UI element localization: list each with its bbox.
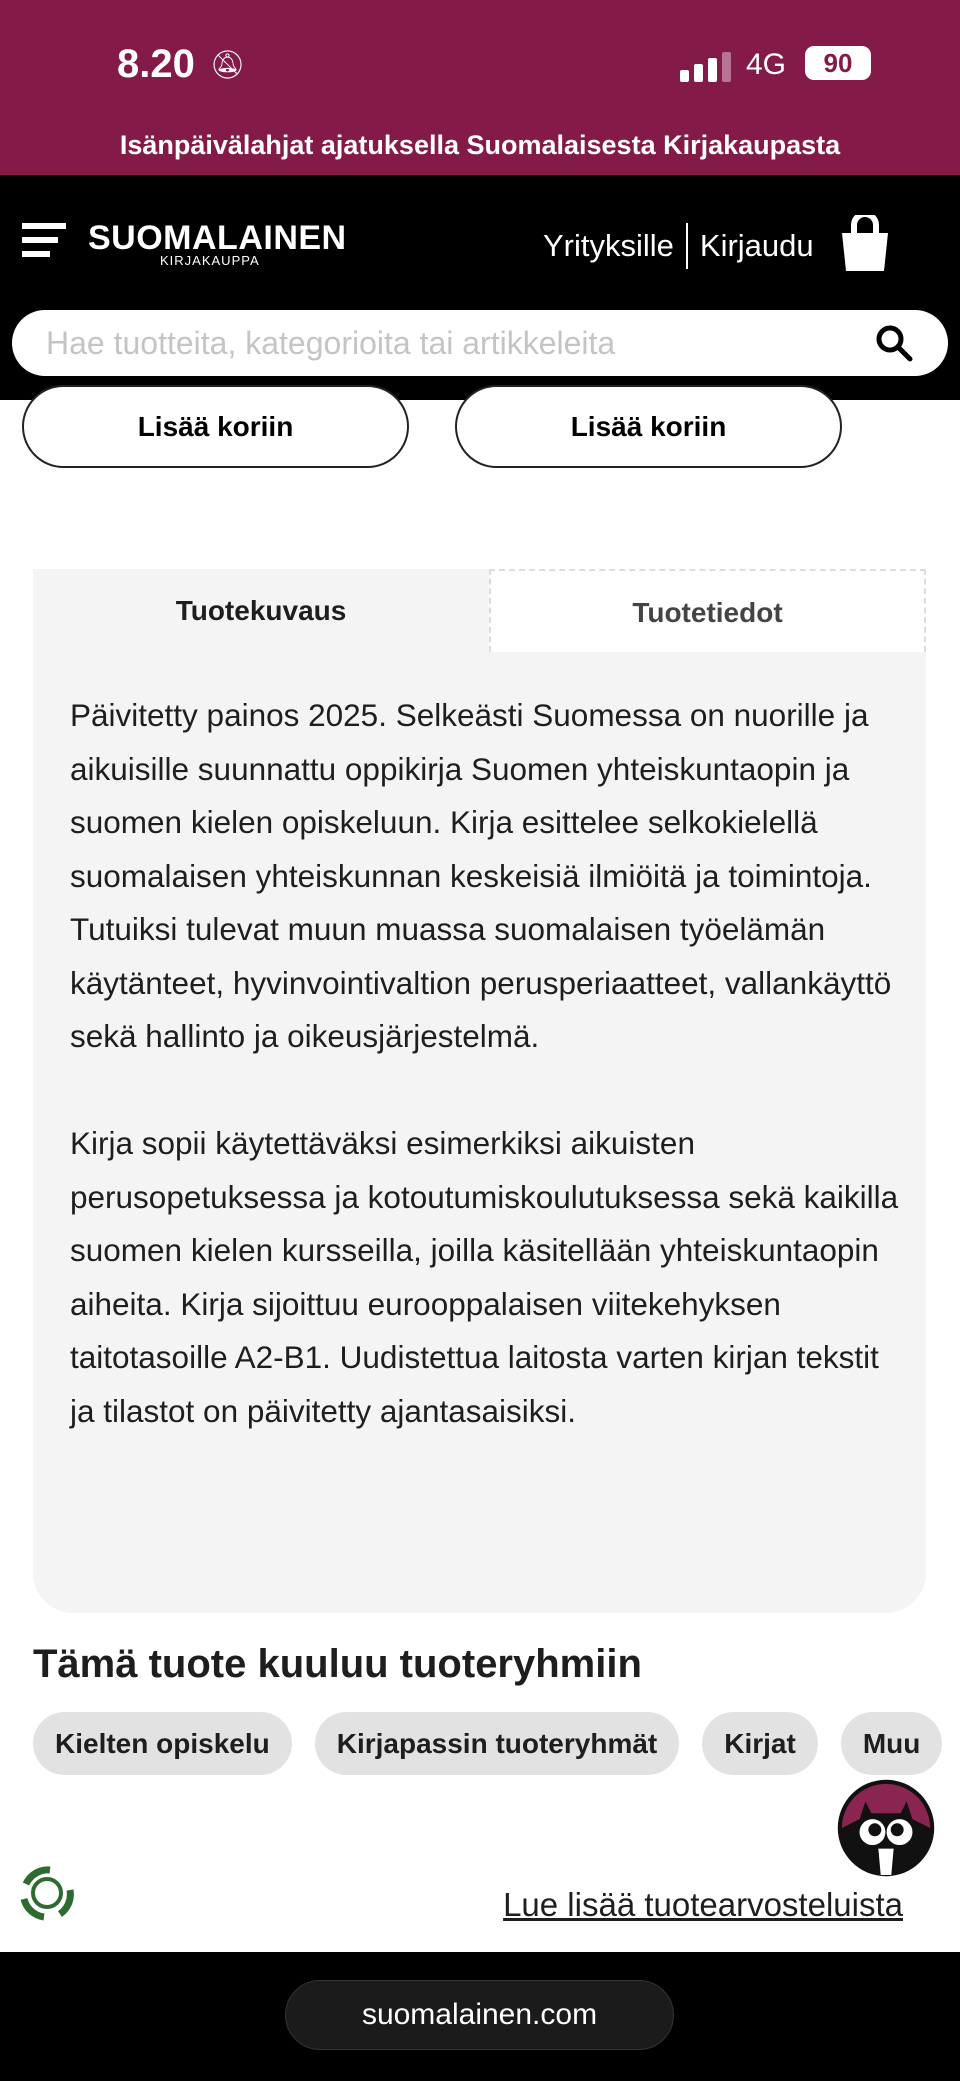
status-and-banner: [0, 0, 960, 175]
recycle-icon[interactable]: [14, 1860, 80, 1926]
search-icon[interactable]: [874, 323, 914, 363]
menu-icon[interactable]: [22, 223, 66, 265]
description-paragraph: Päivitetty painos 2025. Selkeästi Suomessa on nuorille ja aikuisille suunnattu oppikirja Suomen yhteiskuntaopin ja suomen kielen opiskeluun. Kirja esittelee selkokielellä suomalaisen yhteiskunnan keskeisiä ilmiöitä ja toimintoja. Tutuiksi tulevat muun muassa suomalaisen työelämän käytänteet, hyvinvointivaltion perusperiaatteet, vallankäyttö sekä hallinto ja oikeusjärjestelmä.: [70, 697, 892, 1054]
chip-other[interactable]: Muu: [841, 1712, 943, 1775]
read-reviews-link[interactable]: Lue lisää tuotearvosteluista: [503, 1886, 903, 1923]
tab-details[interactable]: Tuotetiedot: [489, 569, 926, 652]
battery-icon: 90: [805, 46, 871, 80]
add-to-cart-button[interactable]: Lisää koriin: [455, 385, 842, 468]
chip-kirjapassi[interactable]: Kirjapassin tuoteryhmät: [315, 1712, 680, 1775]
site-header: [0, 175, 960, 400]
product-description: [70, 689, 900, 1438]
shopping-bag-icon[interactable]: [838, 215, 892, 271]
login-link[interactable]: Kirjaudu: [699, 228, 814, 263]
bell-muted-icon: 🔕︎: [210, 49, 246, 80]
url-bar[interactable]: suomalainen.com: [285, 1980, 674, 2050]
logo-subtitle: KIRJAKAUPPA: [160, 253, 260, 268]
product-groups-heading: Tämä tuote kuuluu tuoteryhmiin: [33, 1642, 642, 1686]
logo[interactable]: SUOMALAINEN: [88, 219, 347, 257]
chip-language-study[interactable]: Kielten opiskelu: [33, 1712, 292, 1775]
product-tabs-panel: [33, 569, 926, 1613]
chip-books[interactable]: Kirjat: [702, 1712, 818, 1775]
product-group-chips: [33, 1712, 942, 1775]
tab-description[interactable]: Tuotekuvaus: [33, 569, 489, 652]
promo-banner[interactable]: Isänpäivälahjat ajatuksella Suomalaisesta Kirjakaupasta: [119, 130, 841, 160]
business-link[interactable]: Yrityksille: [543, 228, 674, 263]
signal-icon: [680, 52, 731, 82]
description-paragraph: Kirja sopii käytettäväksi esimerkiksi aikuisten perusopetuksessa ja kotoutumiskoulutuksessa sekä kaikilla suomen kielen kursseilla, joilla käsitellään yhteiskuntaopin aiheita. Kirja sijoittuu eurooppalaisen viitekehyksen taitotasoille A2-B1. Uudistettua laitosta varten kirjan tekstit ja tilastot on päivitetty ajantasaisiksi.: [70, 1125, 899, 1429]
network-type: 4G: [746, 48, 787, 81]
search-input[interactable]: [46, 325, 874, 362]
search-bar: [12, 310, 948, 376]
status-time: 8.20: [117, 42, 195, 86]
divider: [686, 223, 688, 269]
add-to-cart-button[interactable]: Lisää koriin: [22, 385, 409, 468]
browser-bar: [0, 1952, 960, 2081]
owl-chat-icon[interactable]: [836, 1778, 936, 1878]
